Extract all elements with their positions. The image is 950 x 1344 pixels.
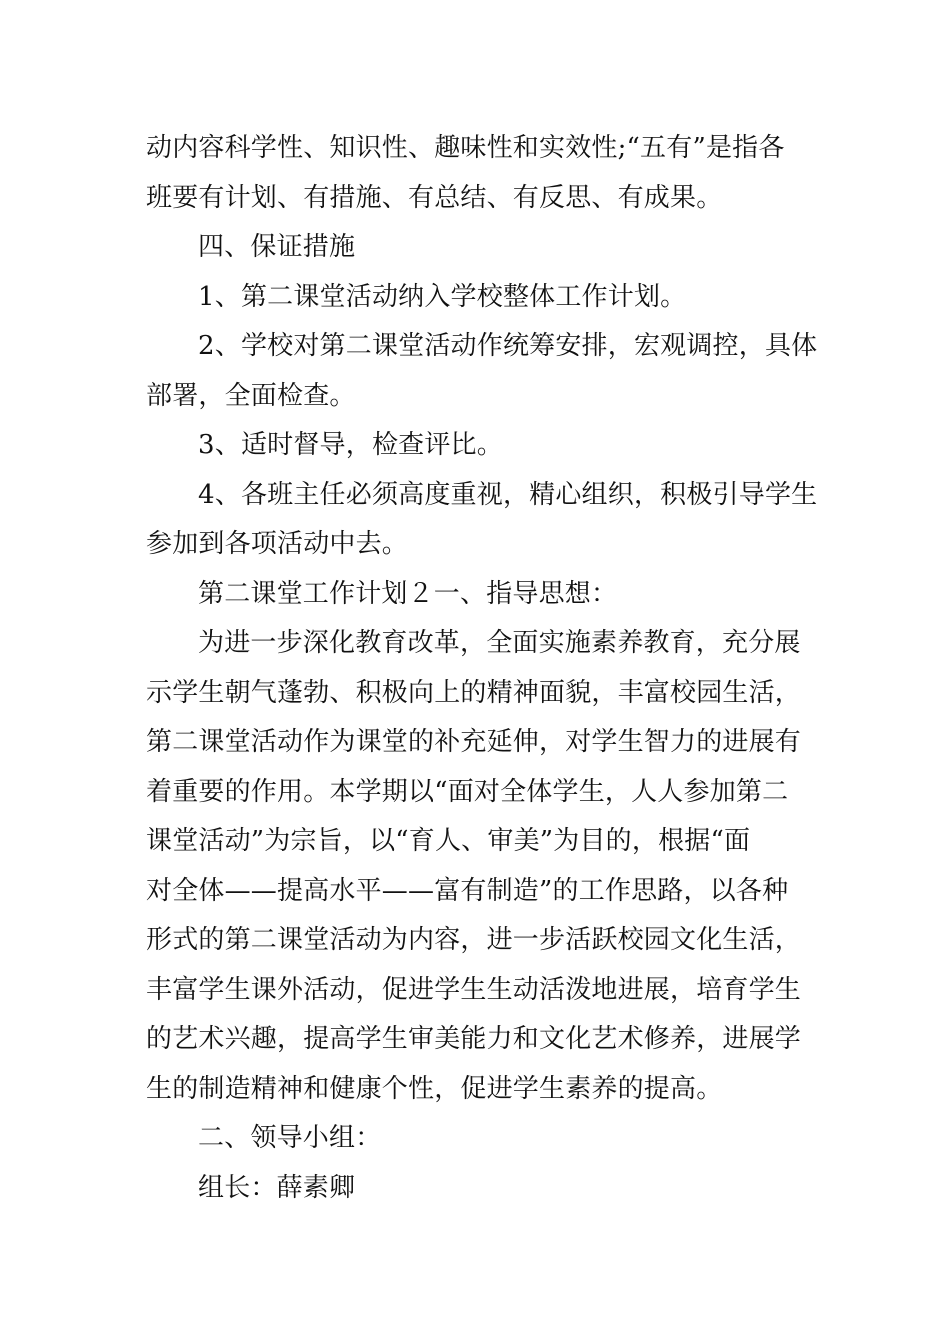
text-line: 部署，全面检查。 — [146, 380, 356, 411]
text-line: 班要有计划、有措施、有总结、有反思、有成果。 — [146, 182, 723, 213]
text-line: 第二课堂活动作为课堂的补充延伸，对学生智力的进展有 — [146, 727, 802, 757]
text-line: 参加到各项活动中去。 — [146, 529, 409, 559]
text-line: 丰富学生课外活动，促进学生生动活泼地进展，培育学生 — [146, 974, 802, 1005]
section-heading: 二、领导小组： — [198, 1123, 382, 1153]
text-line: 的艺术兴趣，提高学生审美能力和文化艺术修养，进展学 — [146, 1024, 802, 1054]
text-line: 1、第二课堂活动纳入学校整体工作计划。 — [198, 281, 687, 312]
section-heading: 第二课堂工作计划２一、指导思想： — [198, 578, 618, 609]
text-line: 形式的第二课堂活动为内容，进一步活跃校园文化生活， — [146, 925, 802, 955]
section-heading: 四、保证措施 — [198, 232, 356, 262]
text-line: 4、各班主任必须高度重视，精心组织，积极引导学生 — [198, 479, 818, 510]
text-line: 示学生朝气蓬勃、积极向上的精神面貌，丰富校园生活， — [146, 677, 802, 708]
text-line: 为进一步深化教育改革，全面实施素养教育，充分展 — [198, 628, 801, 658]
text-line: 3、适时督导，检查评比。 — [198, 430, 503, 460]
text-line: 动内容科学性、知识性、趣味性和实效性;“五有”是指各 — [146, 133, 785, 163]
document-body — [146, 124, 818, 1213]
text-line: 组长：薛素卿 — [198, 1172, 356, 1203]
text-line: 课堂活动”为宗旨，以“育人、审美”为目的，根据“面 — [146, 826, 751, 856]
text-line: 着重要的作用。本学期以“面对全体学生，人人参加第二 — [146, 776, 789, 807]
text-line: 对全体——提高水平——富有制造”的工作思路，以各种 — [146, 875, 789, 906]
text-line: 2、学校对第二课堂活动作统筹安排，宏观调控，具体 — [198, 331, 818, 361]
text-line: 生的制造精神和健康个性，促进学生素养的提高。 — [146, 1073, 723, 1104]
